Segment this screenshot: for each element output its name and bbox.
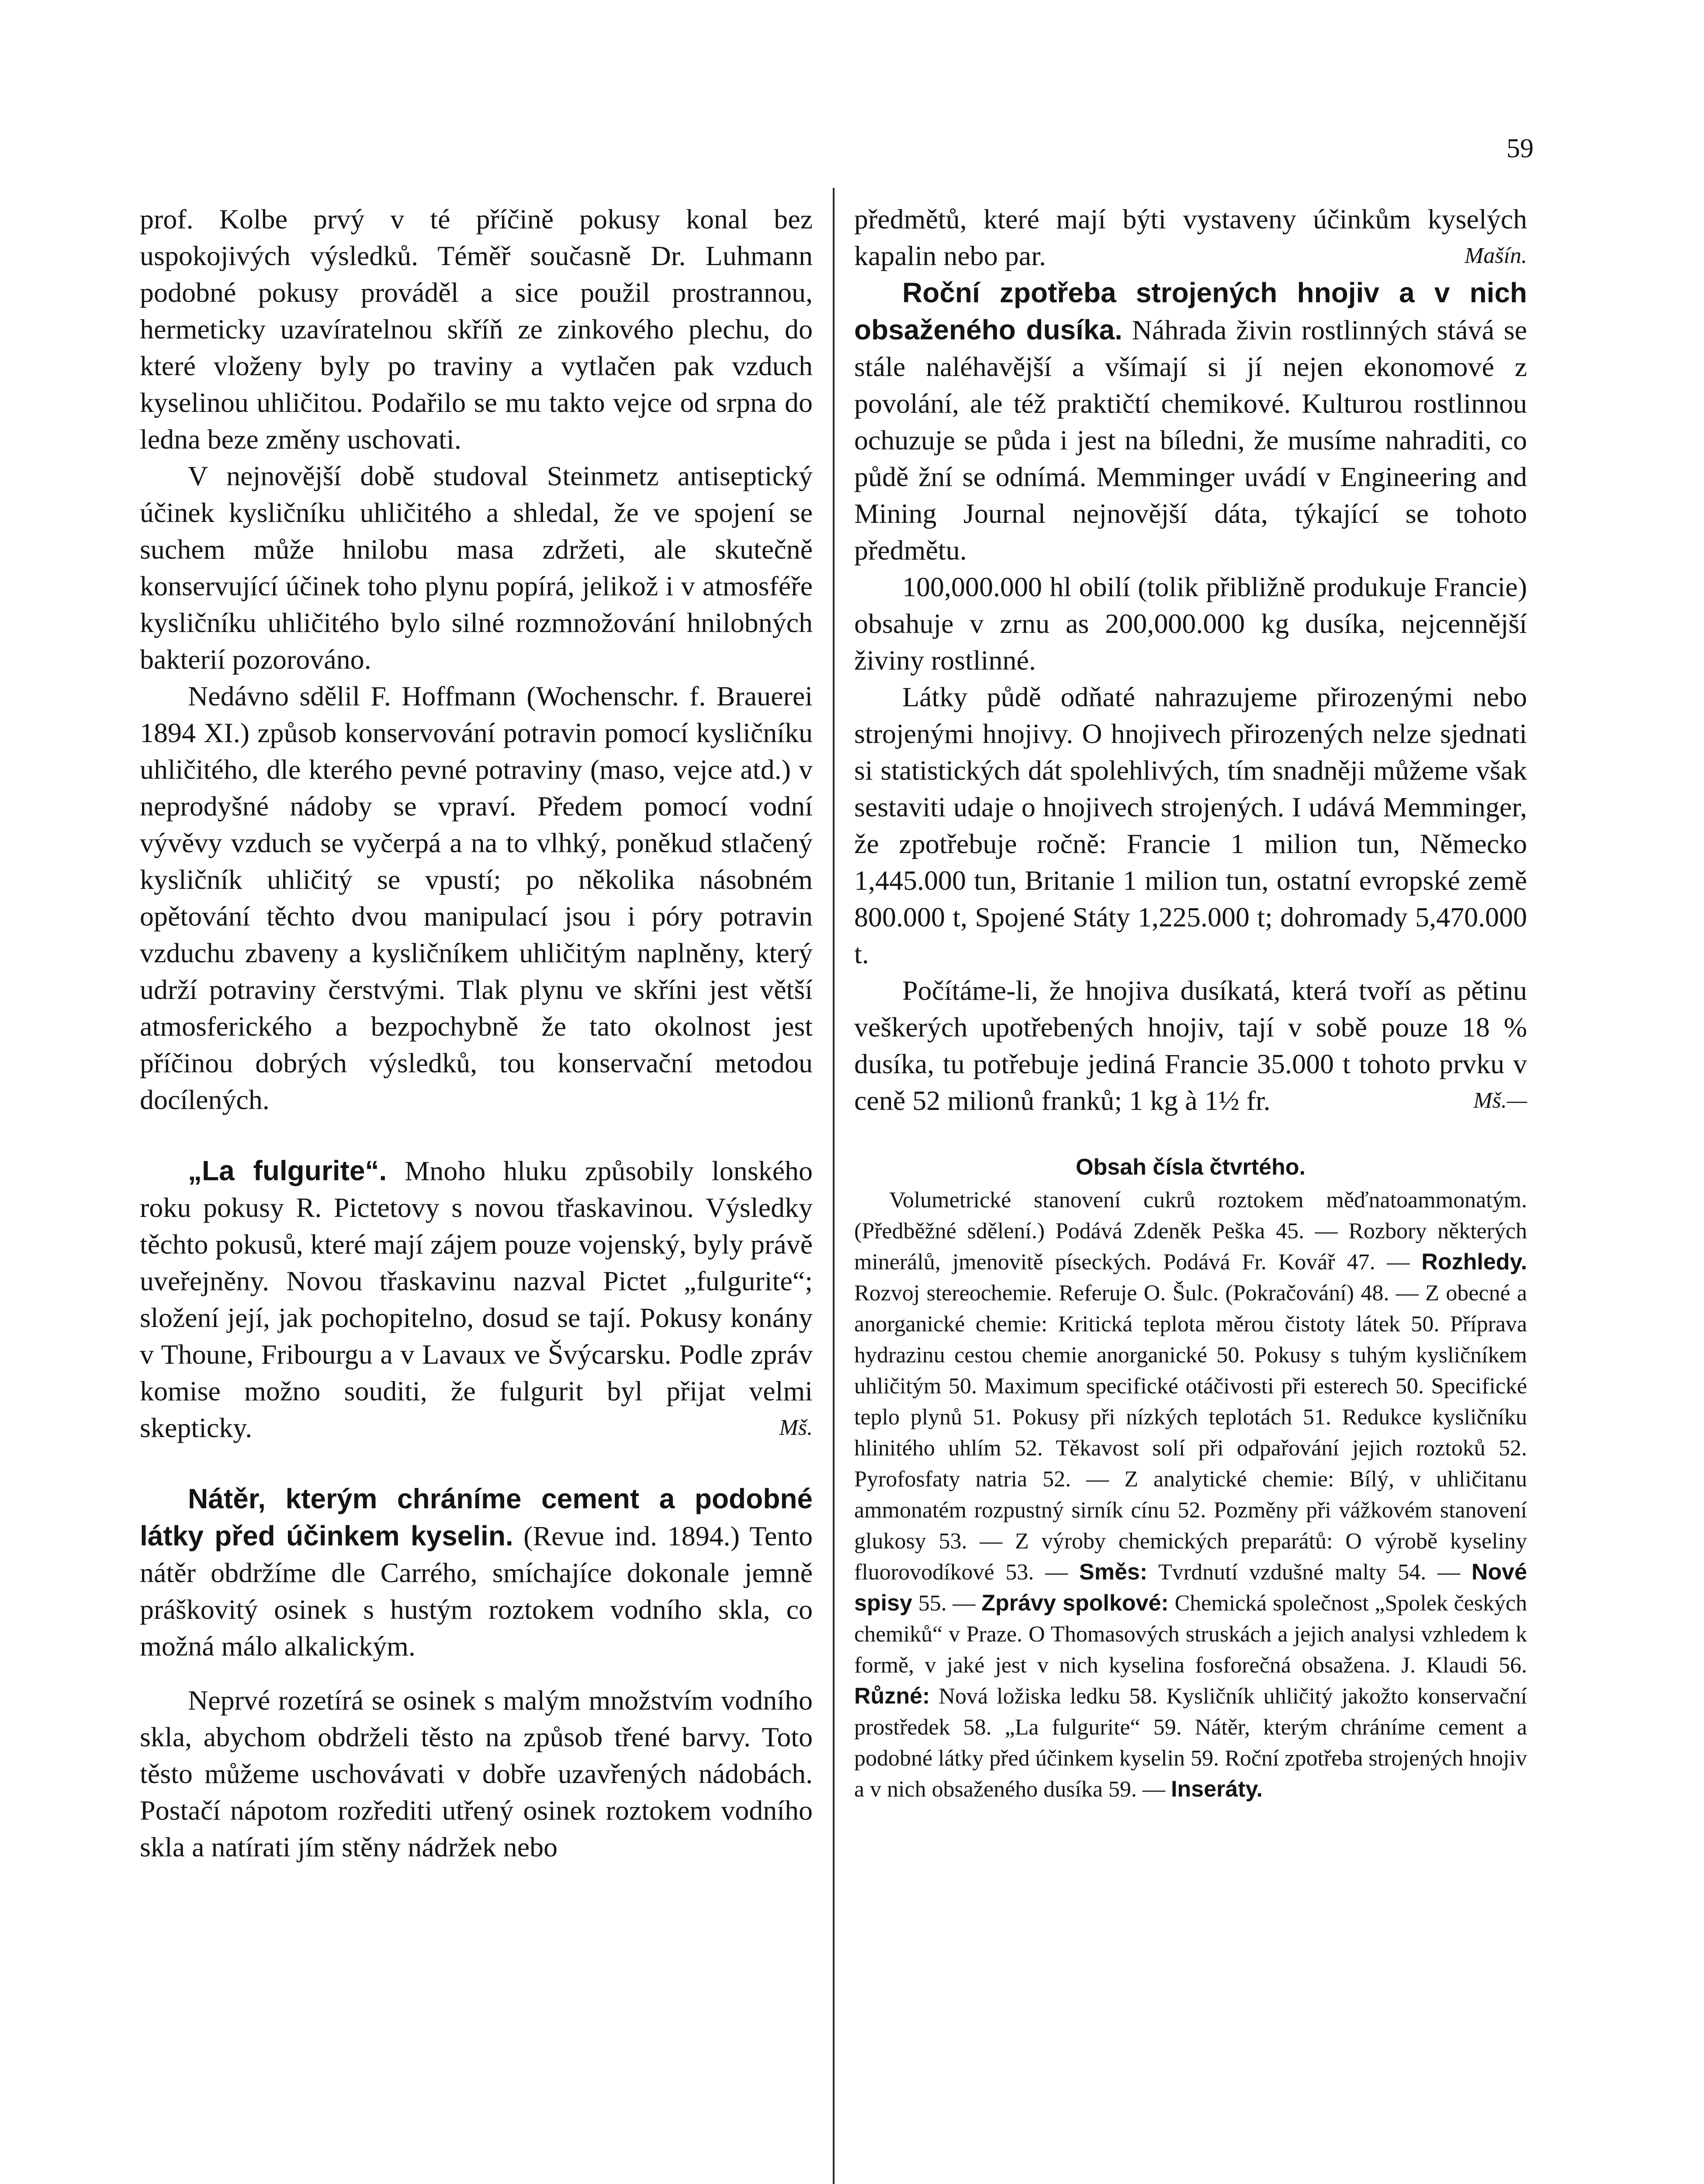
- paragraph-nitrogen-cost: [854, 972, 1527, 1119]
- cement-heading: Nátěr, kterým chráníme cement a podobné látky před účinkem kyselin.: [140, 1483, 813, 1552]
- fulgurite-text: Mnoho hluku způsobily lonského roku pokusy R. Pictetovy s novou třaskavinou. Výsledky těchto pokusů, které mají zájem pouze vojenský, byly právě uveřejněny. Novou třaskavinu nazval Pictet „fulgurite“; složení její, jak pochopitelno, dosud se tají. Pokusy konány v Thoune, Fribourgu a v Lavaux ve Švýcarsku. Podle zpráv komise možno souditi, že fulgurit byl přijat velmi skepticky.: [140, 1155, 813, 1443]
- contents-part-3: Tvrdnutí vzdušné malty 54. —: [1158, 1560, 1461, 1585]
- paragraph-cement-continued: [854, 201, 1527, 274]
- contents-label-nove-spisy: Nové spisy: [854, 1559, 1527, 1616]
- right-column: [854, 201, 1527, 1805]
- fulgurite-signature: Mš.: [779, 1415, 813, 1440]
- contents-label-ruzne: Různé:: [854, 1683, 930, 1709]
- paragraph-grain-nitrogen: 100,000.000 hl obilí (tolik přibližně produkuje Francie) obsahuje v zrnu as 200,000.000 kg dusíka, nejcennější živiny rostlinné.: [854, 571, 1527, 676]
- left-column: [140, 201, 813, 1866]
- nitrogen-cost-text: Počítáme-li, že hnojiva dusíkatá, která tvoří as pětinu veškerých upotřebených hnojiv, tají v sobě pouze 18 % dusíka, tu potřebuje jediná Francie 35.000 t tohoto prvku v ceně 52 milionů franků; 1 kg à 1½ fr.: [854, 975, 1527, 1116]
- cement-signature: Mašín.: [1465, 243, 1527, 268]
- paragraph-kolbe: prof. Kolbe prvý v té příčině pokusy konal bez uspokojivých výsledků. Téměř současně Dr. Luhmann podobné pokusy prováděl a sice použil prostrannou, hermeticky uzavíratelnou skříň ze zinkového plechu, do které vloženy byly po traviny a vytlačen pak vzduch kyselinou uhličitou. Podařilo se mu takto vejce od srpna do ledna beze změny uschovati.: [140, 204, 813, 455]
- contents-part-6: Nová ložiska ledku 58. Kysličník uhličitý jakožto konservační prostředek 58. „La fulgurite“ 59. Nátěr, kterým chráníme cement a podobné látky před účinkem kyselin 59. Roční zpotřeba strojených hnojiv a v nich obsaženého dusíka 59. —: [854, 1684, 1527, 1802]
- contents-label-rozhledy: Rozhledy.: [1421, 1249, 1527, 1275]
- contents-list: [854, 1185, 1527, 1805]
- paragraph-hoffmann: Nedávno sdělil F. Hoffmann (Wochenschr. f. Brauerei 1894 XI.) způsob konservování potravin pomocí kysličníku uhličitého, dle kterého pevné potraviny (maso, vejce atd.) v neprodyšné nádoby se vpraví. Předem pomocí vodní vývěvy vzduch se vyčerpá a na to vlhký, poněkud stlačený kysličník uhličitý se vpustí; po několika násobném opětování těchto dvou manipulací jsou i póry potravin vzduchu zbaveny a kysličníkem uhličitým naplněny, který udrží potraviny čerstvými. Tlak plynu ve skříni jest větší atmosferického a bezpochybně že tato okolnost jest příčinou dobrých výsledků, tou konservační metodou docílených.: [140, 681, 813, 1115]
- paragraph-steinmetz: V nejnovější době studoval Steinmetz antiseptický účinek kysličníku uhličitého a shledal, že ve spojení se suchem může hnilobu masa zdržeti, ale skutečně konservující účinek toho plynu popírá, jelikož i v atmosféře kysličníku uhličitého bylo silné rozmnožování hnilobných bakterií pozorováno.: [140, 460, 813, 675]
- fulgurite-heading: „La fulgurite“.: [188, 1155, 387, 1186]
- cement-continued-text: předmětů, které mají býti vystaveny účinkům kyselých kapalin nebo par.: [854, 204, 1527, 271]
- contents-label-zpravy: Zprávy spolkové:: [981, 1590, 1169, 1616]
- contents-label-smes: Směs:: [1079, 1559, 1148, 1585]
- contents-label-inseraty: Inseráty.: [1171, 1776, 1263, 1802]
- article-fertilizer: [854, 274, 1527, 569]
- cement-text: (Revue ind. 1894.) Tento nátěr obdržíme dle Carrého, smíchajíce dokonale jemně práškovitý osinek s hustým roztokem vodního skla, co možná málo alkalickým.: [140, 1521, 813, 1662]
- contents-part-5: Chemická společnost „Spolek českých chemiků“ v Praze. O Thomasových struskách a jejich analysi vzhledem k formě, v jaké jest v nich kyselina fosforečná obsažena. J. Klaudi 56.: [854, 1591, 1527, 1678]
- article-cement: [140, 1480, 813, 1665]
- contents-title: Obsah čísla čtvrtého.: [1076, 1154, 1306, 1180]
- paragraph-fertilizer-consumption: Látky půdě odňaté nahrazujeme přirozenými nebo strojenými hnojivy. O hnojivech přirozených nelze sjednati si statistických dát spolehlivých, tím snadněji můžeme však sestaviti udaje o hnojivech strojených. I udává Memminger, že zpotřebuje ročně: Francie 1 milion tun, Německo 1,445.000 tun, Britanie 1 milion tun, ostatní evropské země 800.000 t, Spojené Státy 1,225.000 t; dohromady 5,470.000 t.: [854, 681, 1527, 969]
- contents-part-2: Rozvoj stereochemie. Referuje O. Šulc. (Pokračování) 48. — Z obecné a anorganické chemie: Kritická teplota měrou čistoty látek 50. Příprava hydrazinu cestou chemie anorganické 50. Pokusy s tuhým kysličníkem uhličitým 50. Maximum specifické otáčivosti při esterech 50. Specifické teplo plynů 51. Pokusy při nízkých teplotách 51. Redukce kysličníku hlinitého uhlím 52. Těkavost solí při odpařování jejich roztoků 52. Pyrofosfaty natria 52. — Z analytické chemie: Bílý, v uhličitanu ammonatém rozpustný sirník cínu 52. Pozměny při vážkovém stanovení glukosy 53. — Z výroby chemických preparátů: O výrobě kyseliny fluorovodíkové 53. —: [854, 1281, 1527, 1585]
- column-divider: [833, 188, 835, 2184]
- contents-part-1: Volumetrické stanovení cukrů roztokem měďnatoammonatým. (Předběžné sdělení.) Podává Zdeněk Peška 45. — Rozbory některých minerálů, jmenovitě píseckých. Podává Fr. Kovář 47. —: [854, 1188, 1527, 1275]
- fertilizer-text: Náhrada živin rostlinných stává se stále naléhavější a všímají si jí nejen ekonomové z povolání, ale též praktičtí chemikové. Kulturou rostlinnou ochuzuje se půda i jest na bíledni, že musíme nahraditi, co půdě žní se odnímá. Memminger uvádí v Engineering and Mining Journal nejnovější dáta, týkající se tohoto předmětu.: [854, 314, 1527, 566]
- article-fulgurite: [140, 1152, 813, 1446]
- nitrogen-signature: Mš.—: [1473, 1088, 1527, 1113]
- fertilizer-heading: Roční zpotřeba strojených hnojiv a v nich obsaženého dusíka.: [854, 277, 1527, 346]
- contents-part-4: 55. —: [918, 1591, 976, 1616]
- page-number: 59: [1507, 134, 1534, 163]
- paragraph-cement-instructions: Neprvé rozetírá se osinek s malým množstvím vodního skla, abychom obdrželi těsto na způsob třené barvy. Toto těsto můžeme uschovávati v dobře uzavřených nádobách. Postačí nápotom rozřediti utřený osinek roztokem vodního skla a natírati jím stěny nádržek nebo: [140, 1685, 813, 1863]
